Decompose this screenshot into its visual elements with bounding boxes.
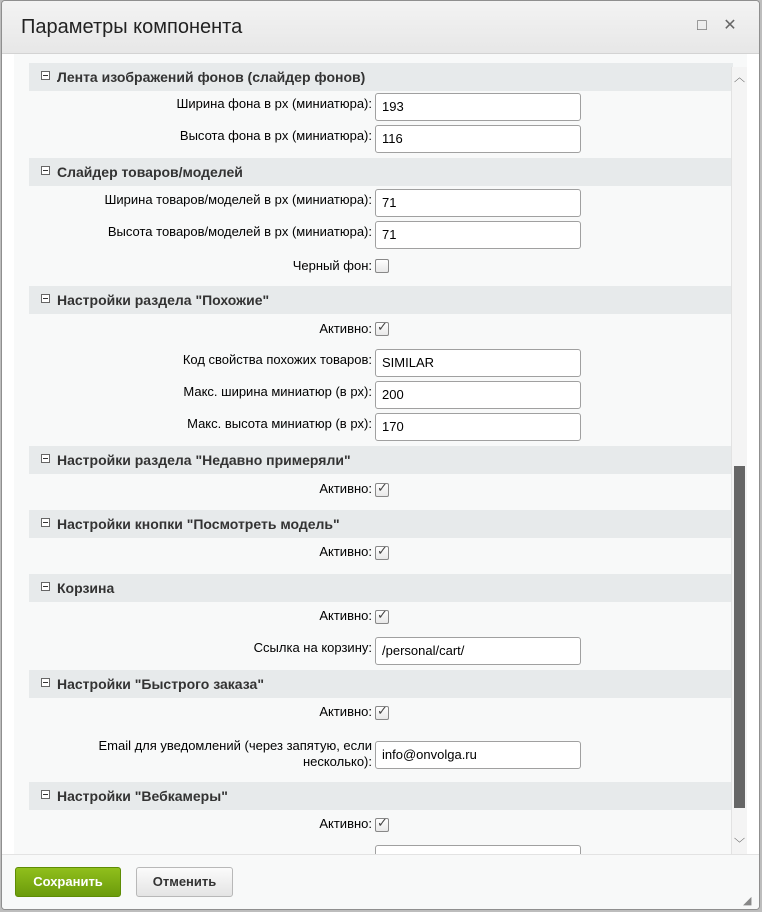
collapse-icon[interactable] (41, 294, 50, 303)
field-label: Высота фона в px (миниатюра): (179, 128, 372, 143)
dialog-footer (2, 854, 759, 910)
cart-link-input[interactable]: /personal/cart/ (375, 637, 581, 665)
black-background-checkbox[interactable] (375, 259, 389, 273)
section-title: Настройки раздела "Похожие" (57, 292, 270, 308)
section-title: Настройки "Быстрого заказа" (57, 676, 264, 692)
section-header[interactable] (29, 286, 733, 314)
collapse-icon[interactable] (41, 166, 50, 175)
notification-email-input[interactable]: info@onvolga.ru (375, 741, 581, 769)
cart-active-checkbox[interactable] (375, 610, 389, 624)
close-icon[interactable]: ✕ (723, 17, 737, 34)
section-title: Корзина (57, 580, 115, 596)
vertical-scrollbar[interactable] (731, 67, 747, 855)
field-label: Активно: (319, 608, 372, 623)
field-label: Макс. высота миниатюр (в px): (187, 416, 372, 431)
field-label: Активно: (319, 704, 372, 719)
resize-grip-icon[interactable]: ◢ (743, 895, 752, 907)
field-label: Активно: (319, 544, 372, 559)
field-label: Макс. ширина миниатюр (в px): (183, 384, 372, 399)
collapse-icon[interactable] (41, 582, 50, 591)
dialog-titlebar[interactable] (2, 1, 759, 54)
section-title: Настройки раздела "Недавно примеряли" (57, 452, 351, 468)
field-label: Email для уведомлений (через запятую, если (98, 738, 372, 753)
field-label: Код свойства похожих товаров: (182, 352, 372, 367)
section-header[interactable] (29, 63, 733, 91)
section-header[interactable] (29, 158, 733, 186)
section-header[interactable] (29, 670, 733, 698)
scroll-down-icon[interactable]: ﹀ (734, 838, 745, 850)
component-parameters-dialog (1, 0, 760, 910)
section-header[interactable] (29, 574, 733, 602)
field-label: Ширина товаров/моделей в px (миниатюра): (104, 192, 372, 207)
similar-max-height-input[interactable]: 170 (375, 413, 581, 441)
recent-active-checkbox[interactable] (375, 483, 389, 497)
dialog-title: Параметры компонента (21, 16, 243, 38)
view-model-active-checkbox[interactable] (375, 546, 389, 560)
section-title: Слайдер товаров/моделей (57, 164, 243, 180)
field-label: Ссылка на корзину: (253, 640, 372, 655)
background-height-input[interactable]: 116 (375, 125, 581, 153)
similar-max-width-input[interactable]: 200 (375, 381, 581, 409)
product-height-input[interactable]: 71 (375, 221, 581, 249)
quick-order-active-checkbox[interactable] (375, 706, 389, 720)
webcam-width-input-partial[interactable] (375, 845, 581, 854)
webcam-active-checkbox[interactable] (375, 818, 389, 832)
collapse-icon[interactable] (41, 790, 50, 799)
maximize-icon[interactable]: □ (697, 17, 707, 34)
background-width-input[interactable]: 193 (375, 93, 581, 121)
cancel-button[interactable]: Отменить (136, 867, 233, 897)
save-button[interactable]: Сохранить (15, 867, 121, 897)
product-width-input[interactable]: 71 (375, 189, 581, 217)
field-label: Активно: (319, 481, 372, 496)
similar-property-code-input[interactable]: SIMILAR (375, 349, 581, 377)
section-title: Настройки кнопки "Посмотреть модель" (57, 516, 340, 532)
section-title: Лента изображений фонов (слайдер фонов) (57, 69, 366, 85)
collapse-icon[interactable] (41, 71, 50, 80)
settings-content (14, 54, 747, 854)
field-label: Черный фон: (292, 258, 372, 273)
similar-active-checkbox[interactable] (375, 322, 389, 336)
field-label: Ширина фона в px (миниатюра): (176, 96, 372, 111)
field-label: несколько): (302, 754, 372, 769)
section-header[interactable] (29, 510, 733, 538)
collapse-icon[interactable] (41, 518, 50, 527)
field-label: Активно: (319, 816, 372, 831)
scroll-thumb[interactable] (734, 466, 745, 808)
collapse-icon[interactable] (41, 678, 50, 687)
section-header[interactable] (29, 782, 733, 810)
field-label: Высота товаров/моделей в px (миниатюра): (107, 224, 372, 239)
scroll-up-icon[interactable]: ︿ (734, 72, 745, 84)
field-label: Активно: (319, 321, 372, 336)
collapse-icon[interactable] (41, 454, 50, 463)
section-title: Настройки "Вебкамеры" (57, 788, 228, 804)
section-header[interactable] (29, 446, 733, 474)
